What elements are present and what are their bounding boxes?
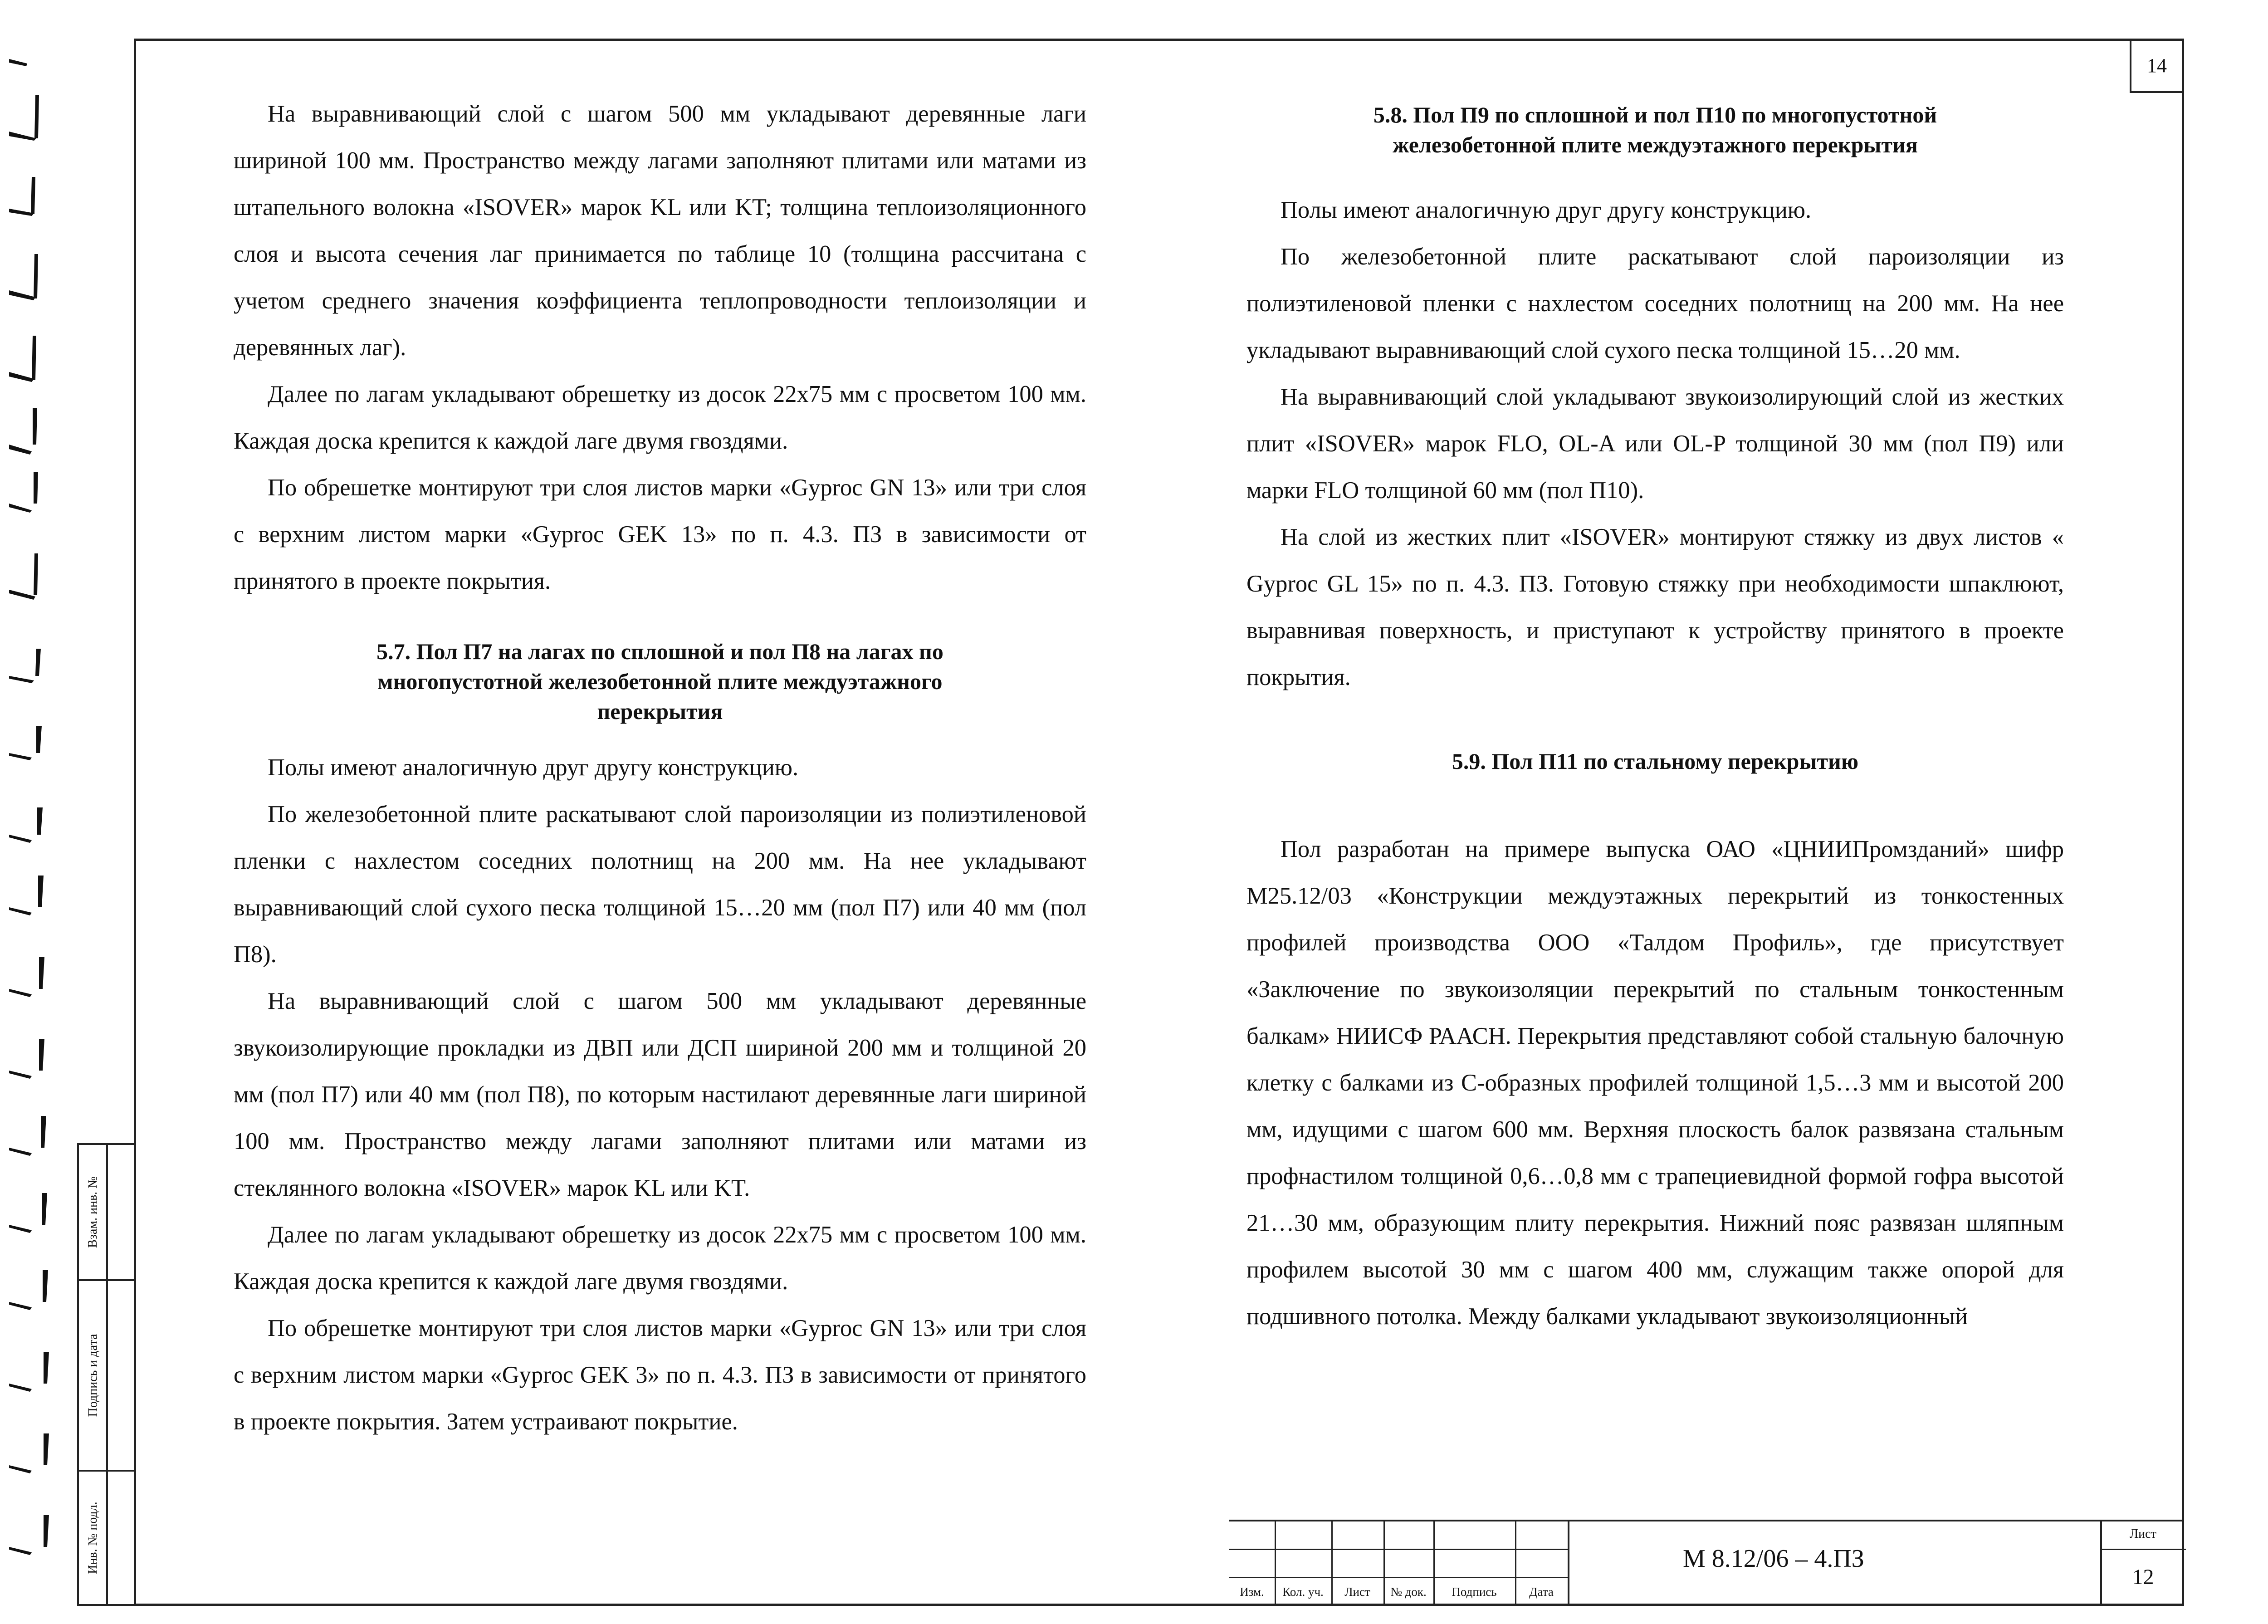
sheet-cell xyxy=(2100,1521,2184,1606)
left-column xyxy=(234,91,1086,1445)
corner-page-number: 14 xyxy=(2147,54,2167,77)
paragraph: На выравнивающий слой с шагом 500 мм укладывают деревянные звукоизолирующие прокладки из ДВП или ДСП шириной 200 мм и толщиной 20 мм (пол П7) или 40 мм (пол П8), по которым настилают деревянные лаги шириной 100 мм. Пространство между лагами заполняют плитами или матами из стеклянного волокна «ISOVER» марок KL или KT. xyxy=(234,988,1086,1201)
stamp-label: Подпись и дата xyxy=(86,1334,100,1417)
stamp-strip xyxy=(77,1143,136,1606)
corner-page-number-box xyxy=(2130,39,2184,93)
paragraph: По обрешетке монтируют три слоя листов марки «Gyproc GN 13» или три слоя с верхним листом марки «Gyproc GEK 13» по п. 4.3. ПЗ в зависимости от принятого в проекте покрытия. xyxy=(234,474,1086,594)
right-column xyxy=(1246,91,2064,1340)
paragraph: Далее по лагам укладывают обрешетку из досок 22х75 мм с просветом 100 мм. Каждая доска крепится к каждой лаге двумя гвоздями. xyxy=(234,1222,1086,1295)
revision-table xyxy=(1229,1521,1569,1606)
col-header-date: Дата xyxy=(1529,1585,1554,1599)
paragraph: По железобетонной плите раскатывают слой пароизоляции из полиэтиленовой пленки с нахлестом соседних полотнищ на 200 мм. На нее укладывают выравнивающий слой сухого песка толщиной 15…20 мм (пол П7) или 40 мм (пол П8). xyxy=(234,801,1086,968)
heading-line: железобетонной плите междуэтажного перекрытия xyxy=(1393,132,1918,157)
paragraph: Пол разработан на примере выпуска ОАО «ЦНИИПромзданий» шифр М25.12/03 «Конструкции междуэтажных перекрытий из тонкостенных профилей производства ООО «Талдом Профиль», где присутствует «Заключение по звукоизоляции перекрытий по стальным тонкостенным балкам» НИИСФ РААСН. Перекрытия представляют собой стальную балочную клетку с балками из С-образных профилей толщиной 1,5…3 мм и высотой 200 мм, идущими с шагом 600 мм. Верхняя плоскость балок развязана стальным профнастилом толщиной 0,6…0,8 мм с трапециевидной формой гофра высотой 21…30 мм, образующим плиту перекрытия. Нижний пояс развязан шляпным профилем высотой 30 мм с шагом 400 мм, служащим также опорой для подшивного потолка. Между балками укладывают звукоизоляционный xyxy=(1246,836,2064,1330)
col-header-izm: Изм. xyxy=(1240,1585,1264,1599)
col-header-kol: Кол. уч. xyxy=(1282,1585,1324,1599)
paragraph: Полы имеют аналогичную друг другу конструкцию. xyxy=(1281,197,1812,223)
section-heading-5-7 xyxy=(234,636,1086,726)
heading-line: перекрытия xyxy=(597,699,723,724)
sheet-label: Лист xyxy=(2130,1527,2156,1541)
heading-line: многопустотной железобетонной плите междуэтажного xyxy=(377,669,943,694)
section-heading-5-9: 5.9. Пол П11 по стальному перекрытию xyxy=(1452,748,1859,774)
sheet-number: 12 xyxy=(2132,1565,2154,1589)
stamp-cell-inv-podl xyxy=(79,1472,134,1604)
col-header-sign: Подпись xyxy=(1452,1585,1497,1599)
binding-marks xyxy=(0,45,64,1624)
heading-line: 5.7. Пол П7 на лагах по сплошной и пол П8 на лагах по xyxy=(376,639,943,664)
heading-line: 5.8. Пол П9 по сплошной и пол П10 по многопустотной xyxy=(1373,102,1937,127)
col-header-list: Лист xyxy=(1344,1585,1370,1599)
paragraph: По железобетонной плите раскатывают слой пароизоляции из полиэтиленовой пленки с нахлестом соседних полотнищ на 200 мм. На нее укладывают выравнивающий слой сухого песка толщиной 15…20 мм. xyxy=(1246,244,2064,363)
title-block xyxy=(1229,1520,2184,1606)
paragraph: Далее по лагам укладывают обрешетку из досок 22х75 мм с просветом 100 мм. Каждая доска крепится к каждой лаге двумя гвоздями. xyxy=(234,381,1086,454)
paragraph: Полы имеют аналогичную друг другу конструкцию. xyxy=(268,754,799,781)
col-header-doc: № док. xyxy=(1390,1585,1427,1599)
document-code: М 8.12/06 – 4.ПЗ xyxy=(1683,1545,1864,1573)
stamp-label: Взам. инв. № xyxy=(86,1176,100,1248)
stamp-cell-inv-vzam xyxy=(79,1145,134,1281)
section-heading-5-8 xyxy=(1246,100,2064,160)
paragraph: На выравнивающий слой с шагом 500 мм укладывают деревянные лаги шириной 100 мм. Пространство между лагами заполняют плитами или матами из штапельного волокна «ISOVER» марок KL или KT; толщина теплоизоляционного слоя и высота сечения лаг принимается по таблице 10 (толщина рассчитана с учетом среднего значения коэффициента теплопроводности теплоизоляции и деревянных лаг). xyxy=(234,101,1086,361)
stamp-cell-sign-date xyxy=(79,1281,134,1472)
paragraph: По обрешетке монтируют три слоя листов марки «Gyproc GN 13» или три слоя с верхним листом марки «Gyproc GEK 3» по п. 4.3. ПЗ в зависимости от принятого в проекте покрытия. Затем устраивают покрытие. xyxy=(234,1315,1086,1435)
paragraph: На слой из жестких плит «ISOVER» монтируют стяжку из двух листов « Gyproc GL 15» по п. 4.3. ПЗ. Готовую стяжку при необходимости шпаклюют, выравнивая поверхность, и приступают к устройству принятого в проекте покрытия. xyxy=(1246,524,2064,690)
paragraph: На выравнивающий слой укладывают звукоизолирующий слой из жестких плит «ISOVER» марок FLO, OL-A или OL-P толщиной 30 мм (пол П9) или марки FLO толщиной 60 мм (пол П10). xyxy=(1246,384,2064,504)
stamp-label: Инв. № подл. xyxy=(86,1502,100,1574)
